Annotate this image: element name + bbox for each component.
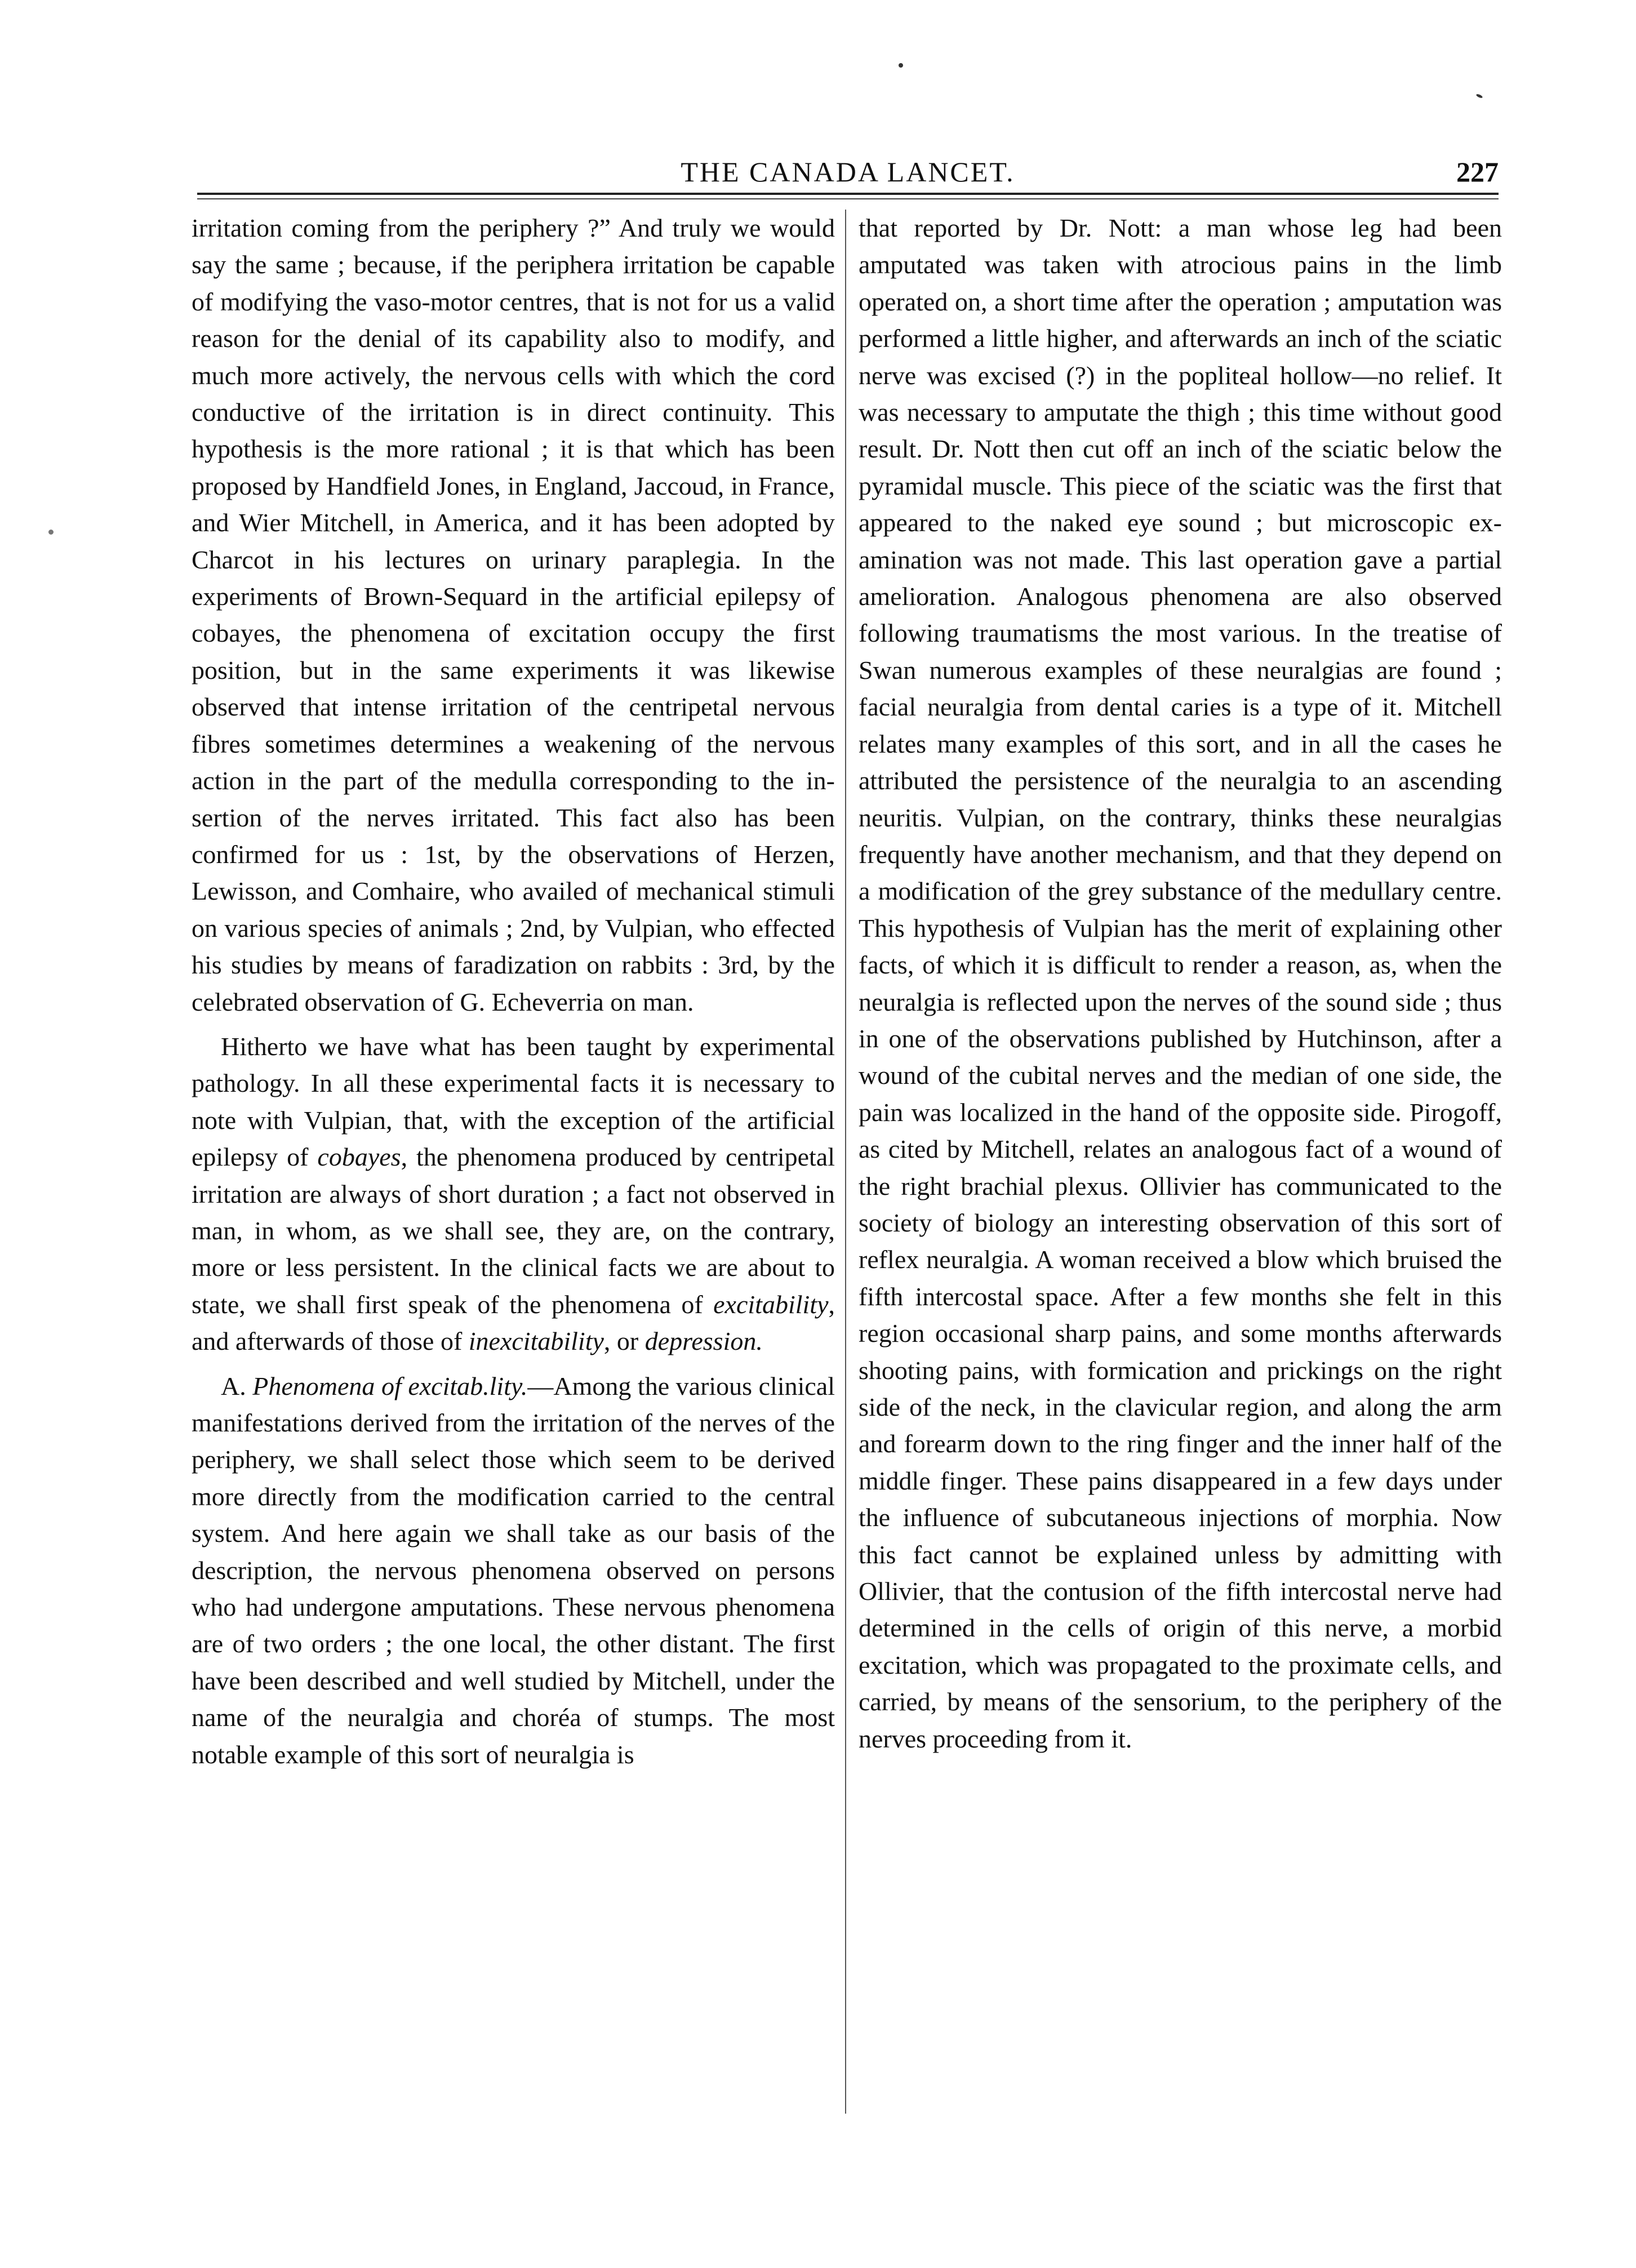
- italic-term: inexcitability: [468, 1327, 604, 1356]
- running-head: [197, 152, 1499, 192]
- section-heading: Phenomena of excitab.lity.: [252, 1371, 528, 1400]
- paragraph-text: , or: [603, 1327, 645, 1356]
- left-column: [192, 210, 835, 1773]
- paragraph: [192, 1368, 835, 1773]
- paragraph-text: —Among the various clinical manifestations derived from the irritation of the nerves of the periphery, we shall select those which seem to be derived more directly from the modification carried to the central system. And here again we shall take as our basis of the description, the nervous phenomena observed on persons who had undergone amputations. These nervous phenomena are of two orders ; the one local, the other distant. The first have been described and well studied by Mitchell, under the name of the neuralgia and choréa of stumps. The most notable example of this sort of neuralgia is: [192, 1371, 835, 1769]
- paragraph: irritation coming from the periphery ?” And truly we would say the same ; because, if the periphera irritation be capable of modifying the vaso-motor centres, that is not for us a valid reason for the denial of its capability also to modify, and much more actively, the nervous cells with which the cord conductive of the irritation is in direct continuity. This hypothesis is the more rational ; it is that which has been proposed by Handfield Jones, in England, Jaccoud, in France, and Wier Mitchell, in America, and it has been adopted by Charcot in his lectures on urinary paraplegia. In the experiments of Brown-Sequard in the artificial epilepsy of cobayes, the phenomena of excitation occupy the first position, but in the same experiments it was likewise observed that intense irritation of the centripetal nervous fibres sometimes determines a weakening of the nervous action in the part of the medulla corresponding to the insertion of the nerves irritated. This fact also has been confirmed for us : 1st, by the observations of Herzen, Lewisson, and Comhaire, who availed of mechanical stimuli on various species of animals ; 2nd, by Vulpian, who effected his studies by means of faradization on rabbits : 3rd, by the celebrated observation of G. Echeverria on man.: [192, 214, 835, 1016]
- paragraph: that reported by Dr. Nott: a man whose leg had been amputated was taken with atrocious pains in the limb operated on, a short time after the operation ; amputation was performed a little higher, and afterwards an inch of the sciatic nerve was excised (?) in the popliteal hollow—no relief. It was necessary to amputate the thigh ; this time without good result. Dr. Nott then cut off an inch of the sciatic below the pyramidal muscle. This piece of the sciatic was the first that appeared to the naked eye sound ; but microscopic examination was not made. This last operation gave a partial amelioration. Analogous phenomena are also observed following traumatisms the most various. In the treatise of Swan numerous examples of these neuralgias are found ; facial neuralgia from dental caries is a type of it. Mitchell relates many examples of this sort, and in all the cases he attributed the persistence of the neuralgia to an ascending neuritis. Vulpian, on the contrary, thinks these neuralgias frequently have another mechanism, and that they depend on a modification of the grey substance of the medullary centre. This hypothesis of Vulpian has the merit of explaining other facts, of which it is difficult to render a reason, as, when the neuralgia is reflected upon the nerves of the sound side ; thus in one of the observations published by Hutchinson, after a wound of the cubital nerves and the median of one side, the pain was localized in the hand of the opposite side. Pirogoff, as cited by Mitchell, relates an analogous fact of a wound of the right brachial plexus. Ollivier has communicated to the society of biology an interesting observation of this sort of reflex neuralgia. A woman received a blow which bruised the fifth intercostal space. After a few months she felt in this region occasional sharp pains, and some months afterwards shooting pains, with formication and prickings on the right side of the neck, in the clavicular region, and along the arm and forearm down to the ring finger and the inner half of the middle finger. These pains disappeared in a few days under the influence of subcutaneous injections of morphia. Now this fact cannot be explained unless by admitting with Ollivier, that the contusion of the fifth intercostal nerve had determined in the cells of origin of this nerve, a morbid excitation, which was propagated to the proximate cells, and carried, by means of the sensorium, to the periphery of the nerves proceeding from it.: [859, 214, 1502, 1753]
- section-label: A.: [221, 1371, 253, 1400]
- ink-speck: [899, 63, 903, 68]
- ink-speck: [1476, 94, 1483, 99]
- page-number: 227: [1456, 156, 1499, 188]
- column-divider: [845, 210, 846, 2114]
- italic-term: excitability: [713, 1289, 829, 1319]
- paragraph-text: , and afterwards of those of: [192, 1289, 835, 1356]
- italic-term: depression.: [644, 1327, 763, 1356]
- header-rule-thin: [197, 198, 1499, 199]
- paragraph: [192, 1028, 835, 1360]
- journal-title: THE CANADA LANCET.: [681, 156, 1015, 188]
- right-column: [859, 210, 1502, 1757]
- italic-term: cobayes: [317, 1142, 401, 1172]
- paragraph-text: Hitherto we have what has been taught by experimental pathology. In all these experimental facts it is necessary to note with Vulpian, that, with the exception of the artificial epilepsy of: [192, 1031, 835, 1172]
- ink-speck: [48, 530, 54, 535]
- paragraph-text: , the phenomena produced by centripetal irritation are always of short duration ; a fact not observed in man, in whom, as we shall see, they are, on the contrary, more or less persistent. In the clinical facts we are about to state, we shall first speak of the phenomena of: [192, 1142, 835, 1319]
- header-rule: [197, 193, 1499, 195]
